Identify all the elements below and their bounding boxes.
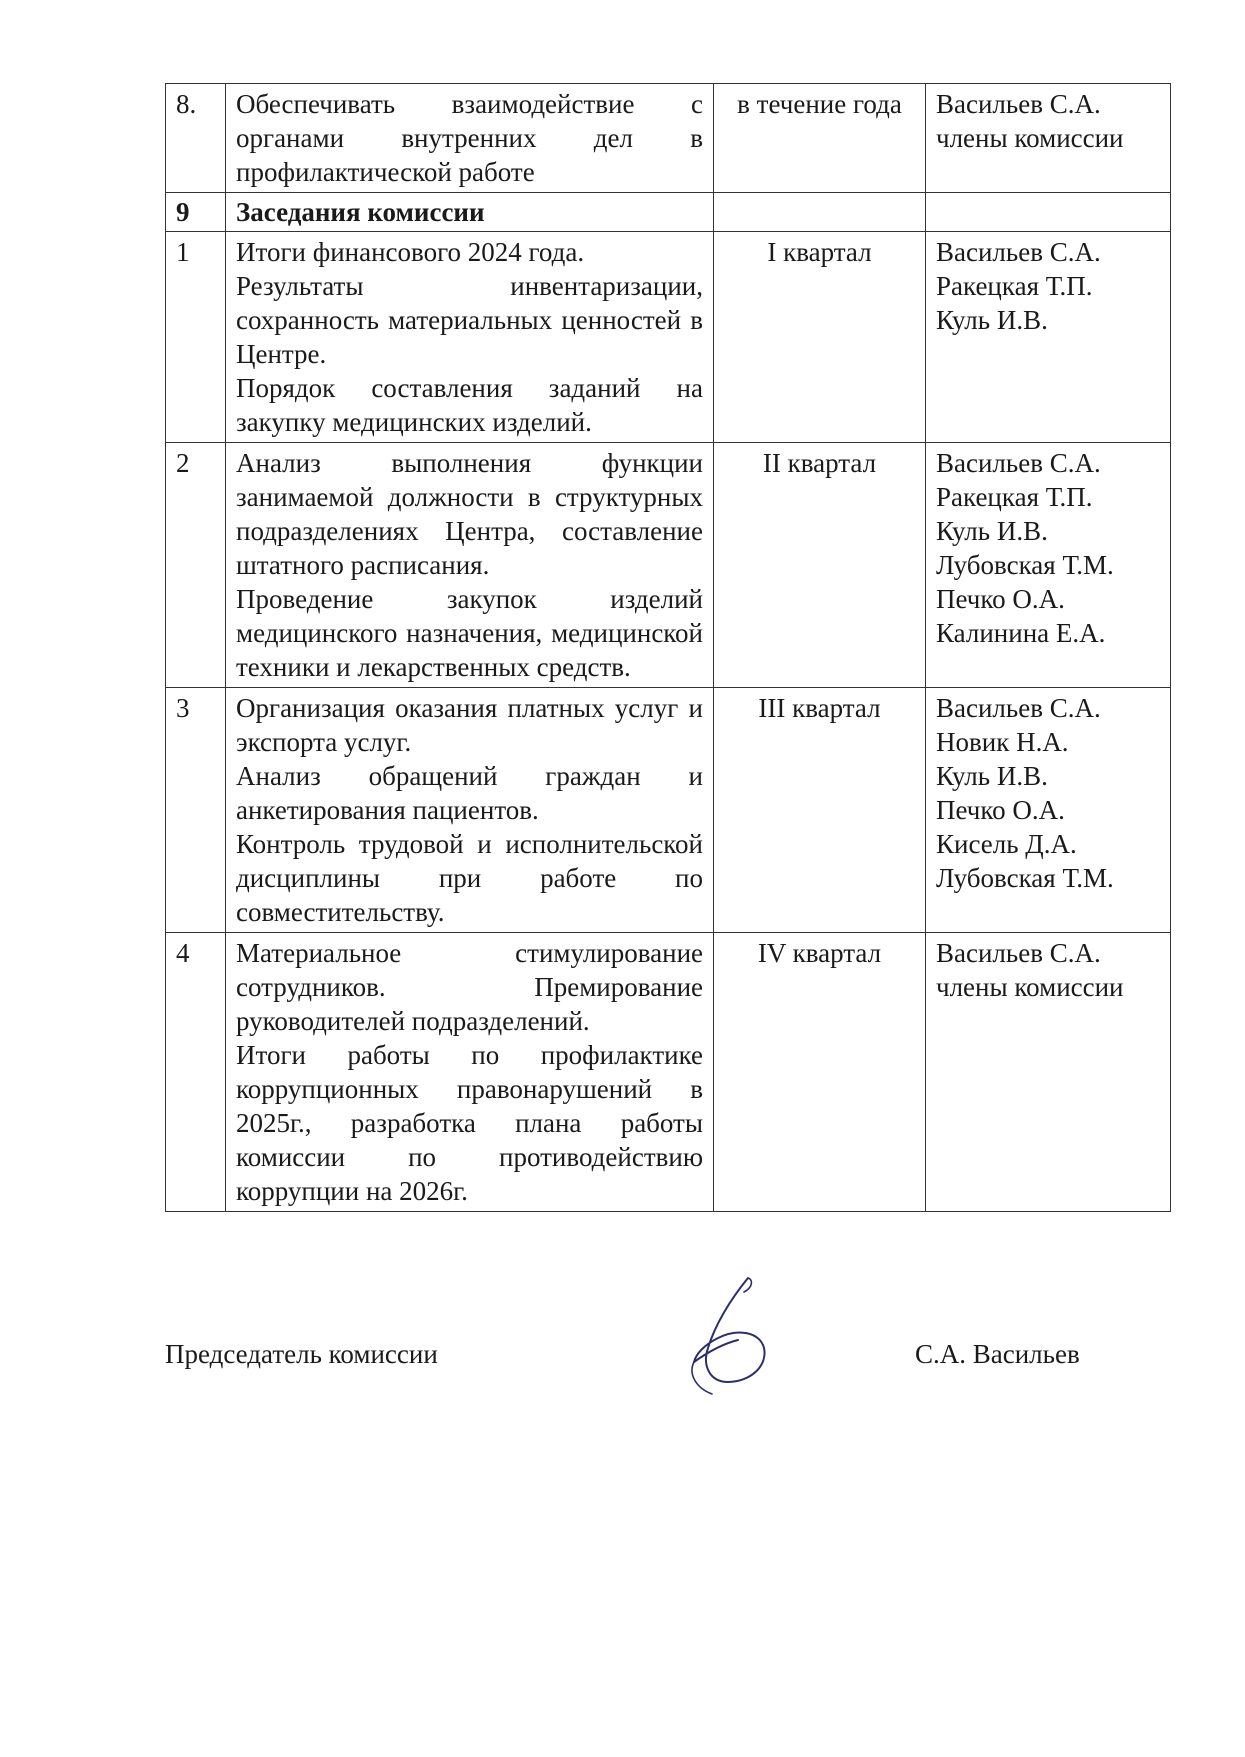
section-title: Заседания комиссии — [226, 193, 714, 232]
task-text: Обеспечивать взаимодействие с органами внутренних дел в профилактической работе — [236, 89, 703, 187]
task-text: Порядок составления заданий на закупку медицинских изделий. — [236, 373, 703, 437]
responsible-cell — [926, 84, 1171, 193]
responsible-person: Печко О.А. — [936, 584, 1065, 614]
table-row — [166, 232, 1171, 443]
chairman-title: Председатель комиссии — [165, 1339, 438, 1369]
row-number: 1 — [166, 232, 226, 443]
term-cell: I квартал — [714, 232, 926, 443]
task-text: Анализ выполнения функции занимаемой должности в структурных подразделениях Центра, составление штатного расписания. — [236, 448, 703, 580]
term-cell: IV квартал — [714, 933, 926, 1212]
task-cell — [226, 232, 714, 443]
task-cell — [226, 933, 714, 1212]
plan-table — [165, 83, 1171, 1212]
responsible-person: Васильев С.А. — [936, 693, 1101, 723]
task-text: Результаты инвентаризации, сохранность материальных ценностей в Центре. — [236, 271, 703, 369]
task-cell — [226, 84, 714, 193]
responsible-person: Васильев С.А. — [936, 237, 1101, 267]
responsible-cell — [926, 688, 1171, 933]
row-number: 8. — [166, 84, 226, 193]
table-row — [166, 933, 1171, 1212]
responsible-cell — [926, 443, 1171, 688]
responsible-person: Куль И.В. — [936, 516, 1048, 546]
term-cell: III квартал — [714, 688, 926, 933]
task-cell — [226, 688, 714, 933]
responsible-person: Васильев С.А. — [936, 448, 1101, 478]
signature-image — [660, 1270, 790, 1400]
responsible-person: Ракецкая Т.П. — [936, 271, 1093, 301]
responsible-person: Ракецкая Т.П. — [936, 482, 1093, 512]
responsible-person: Лубовская Т.М. — [936, 863, 1114, 893]
table-row — [166, 688, 1171, 933]
row-number: 2 — [166, 443, 226, 688]
row-number: 9 — [166, 193, 226, 232]
responsible-person: Калинина Е.А. — [936, 618, 1106, 648]
task-text: Материальное стимулирование сотрудников. Премирование руководителей подразделений. — [236, 938, 703, 1036]
task-text: Итоги финансового 2024 года. — [236, 237, 585, 267]
row-number: 3 — [166, 688, 226, 933]
task-text: Контроль трудовой и исполнительской дисциплины при работе по совместительству. — [236, 829, 703, 927]
task-text: Итоги работы по профилактике коррупционных правонарушений в 2025г., разработка плана работы комиссии по противодействию коррупции на 2026г. — [236, 1040, 703, 1206]
responsible-person: Васильев С.А. — [936, 938, 1101, 968]
responsible-person: члены комиссии — [936, 123, 1124, 153]
task-cell — [226, 443, 714, 688]
responsible-person: Куль И.В. — [936, 305, 1048, 335]
responsible-cell — [926, 232, 1171, 443]
responsible-person: Кисель Д.А. — [936, 829, 1077, 859]
responsible-person: Васильев С.А. — [936, 89, 1101, 119]
table-row — [166, 443, 1171, 688]
responsible-cell — [926, 933, 1171, 1212]
task-text: Анализ обращений граждан и анкетирования пациентов. — [236, 761, 703, 825]
responsible-cell — [926, 193, 1171, 232]
responsible-person: Печко О.А. — [936, 795, 1065, 825]
section-row — [166, 193, 1171, 232]
task-text: Проведение закупок изделий медицинского назначения, медицинской техники и лекарственных средств. — [236, 584, 703, 682]
term-cell: в течение года — [714, 84, 926, 193]
responsible-person: члены комиссии — [936, 972, 1124, 1002]
task-text: Организация оказания платных услуг и экспорта услуг. — [236, 693, 703, 757]
term-cell — [714, 193, 926, 232]
table-row — [166, 84, 1171, 193]
chairman-name: С.А. Васильев — [915, 1339, 1080, 1369]
responsible-person: Куль И.В. — [936, 761, 1048, 791]
row-number: 4 — [166, 933, 226, 1212]
responsible-person: Лубовская Т.М. — [936, 550, 1114, 580]
term-cell: II квартал — [714, 443, 926, 688]
responsible-person: Новик Н.А. — [936, 727, 1069, 757]
